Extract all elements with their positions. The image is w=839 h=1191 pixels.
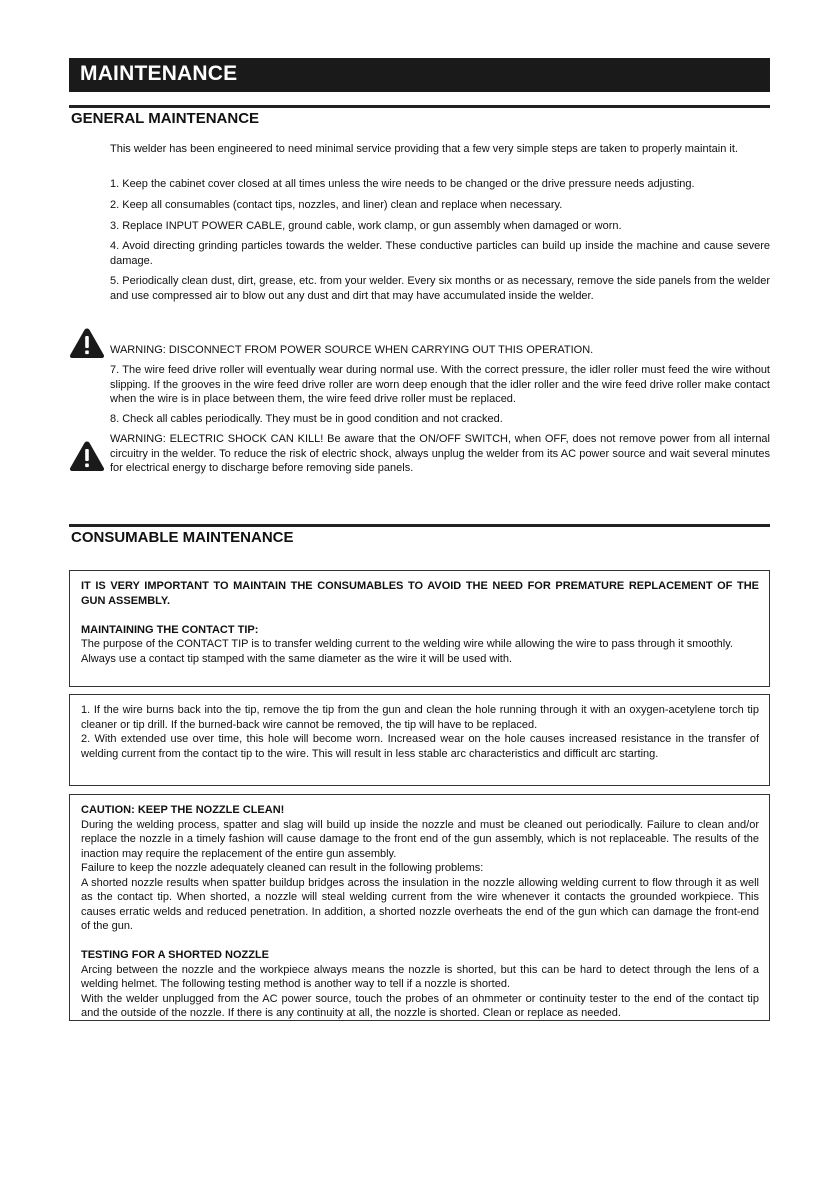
contact-tip-box: [69, 570, 770, 687]
section-rule-consumable: [69, 524, 770, 527]
general-item-8: 8. Check all cables periodically. They must be in good condition and not cracked.: [110, 413, 503, 425]
general-item-7: 7. The wire feed drive roller will eventually wear during normal use. With the correct pressure, the idler roller must feed the wire without slipping. If the grooves in the wire feed drive roller are worn deep enough that the idler roller and the wire feed drive roller make contact when the wire is in place between them, the wire feed drive roller must be replaced.: [110, 364, 770, 405]
general-item-1: 1. Keep the cabinet cover closed at all times unless the wire needs to be changed or the drive pressure needs adjusting.: [110, 178, 695, 190]
general-maintenance-heading: GENERAL MAINTENANCE: [71, 110, 260, 127]
general-item-4: 4. Avoid directing grinding particles towards the welder. These conductive particles can build up inside the machine and cause severe damage.: [110, 240, 770, 267]
tip-cleaning-item-2: 2. With extended use over time, this hole will become worn. Increased wear on the hole causes increased resistance in the transfer of welding current from the contact tip to the wire. This will result in less stable arc characteristics and difficult arc starting.: [81, 733, 759, 760]
nozzle-problems-intro: Failure to keep the nozzle adequately cleaned can result in the following problems:: [81, 862, 484, 874]
general-item-2: 2. Keep all consumables (contact tips, nozzles, and liner) clean and replace when necessary.: [110, 199, 563, 211]
warning-electric-shock: WARNING: ELECTRIC SHOCK CAN KILL! Be aware that the ON/OFF SWITCH, when OFF, does not remove power from all internal circuitry in the welder. To reduce the risk of electric shock, always unplug the welder from its AC power source and wait several minutes for electrical energy to discharge before removing side panels.: [110, 433, 770, 474]
nozzle-caution-heading: CAUTION: KEEP THE NOZZLE CLEAN!: [81, 804, 285, 816]
tip-cleaning-item-1: 1. If the wire burns back into the tip, remove the tip from the gun and clean the hole running through it with an oxygen-acetylene torch tip cleaner or tip drill. If the burned-back wire cannot be removed, the tip will have to be replaced.: [81, 704, 759, 731]
consumable-maintenance-heading: CONSUMABLE MAINTENANCE: [71, 529, 294, 546]
shorted-nozzle-subheading: TESTING FOR A SHORTED NOZZLE: [81, 949, 270, 961]
contact-tip-purpose: The purpose of the CONTACT TIP is to transfer welding current to the welding wire while allowing the wire to pass through it smoothly.: [81, 638, 733, 650]
section-rule-general: [69, 105, 770, 108]
contact-tip-diameter-note: Always use a contact tip stamped with the same diameter as the wire it will be used with.: [81, 652, 513, 665]
nozzle-box: [69, 794, 770, 1021]
shorted-nozzle-test-text: With the welder unplugged from the AC power source, touch the probes of an ohmmeter or continuity tester to the end of the contact tip and the outside of the nozzle. If there is any continuity at all, the nozzle is shorted. Clean or replace as needed.: [81, 992, 759, 1019]
page-title: MAINTENANCE: [69, 58, 770, 92]
tip-cleaning-box: [69, 694, 770, 786]
contact-tip-subheading: MAINTAINING THE CONTACT TIP:: [81, 623, 259, 636]
general-item-3: 3. Replace INPUT POWER CABLE, ground cable, work clamp, or gun assembly when damaged or worn.: [110, 220, 622, 232]
general-item-5: 5. Periodically clean dust, dirt, grease, etc. from your welder. Every six months or as necessary, remove the side panels from the welder and use compressed air to blow out any dust and dirt that may have accumulated inside the welder.: [110, 275, 770, 302]
consumables-important-notice: IT IS VERY IMPORTANT TO MAINTAIN THE CONSUMABLES TO AVOID THE NEED FOR PREMATURE REPLACEMENT OF THE GUN ASSEMBLY.: [81, 580, 759, 607]
nozzle-shorted-text: A shorted nozzle results when spatter buildup bridges across the insulation in the nozzle allowing welding current to flow through it as well as the contact tip. When shorted, a nozzle will steal welding current from the wire whenever it contacts the grounded workpiece. This causes erratic welds and reduced penetration. In addition, a shorted nozzle overheats the end of the gun which can damage the front-end of the gun.: [81, 876, 759, 932]
warning-triangle-icon: [69, 327, 105, 359]
nozzle-spatter-text: During the welding process, spatter and slag will build up inside the nozzle and must be cleaned out periodically. Failure to clean and/or replace the nozzle in a timely fashion will cause damage to the front end of the gun assembly, which is not replaceable. The results of the inaction may require the replacement of the entire gun assembly.: [81, 818, 759, 860]
general-intro: This welder has been engineered to need minimal service providing that a few very simple steps are taken to properly maintain it.: [110, 143, 738, 155]
warning-disconnect: WARNING: DISCONNECT FROM POWER SOURCE WHEN CARRYING OUT THIS OPERATION.: [110, 344, 594, 356]
warning-triangle-icon: [69, 440, 105, 472]
shorted-nozzle-arcing-text: Arcing between the nozzle and the workpiece always means the nozzle is shorted, but this can be hard to detect through the lens of a welding helmet. The following testing method is another way to tell if a nozzle is shorted.: [81, 963, 759, 990]
